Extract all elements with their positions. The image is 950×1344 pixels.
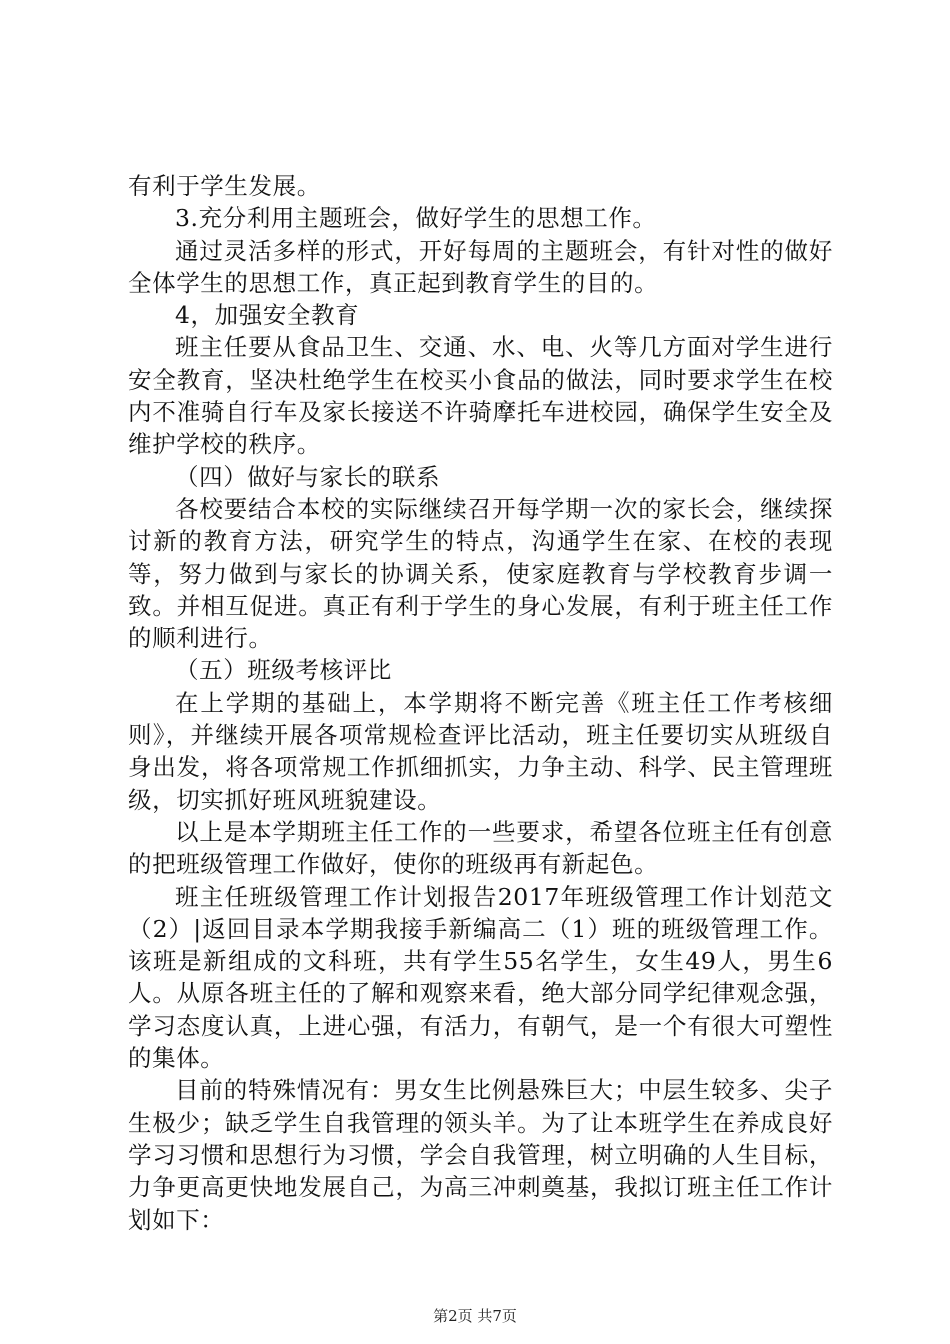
paragraph-continuation: 有利于学生发展。 [128,172,321,200]
section-heading-class-meeting: 3.充分利用主题班会，做好学生的思想工作。 [175,204,657,233]
document-body [128,170,833,1236]
section-heading-parents: （四）做好与家长的联系 [175,462,441,491]
paragraph-parents: 各校要结合本校的实际继续召开每学期一次的家长会，继续探讨新的教育方法，研究学生的特点，沟通学生在家、在校的表现等，努力做到与家长的协调关系，使家庭教育与学校教育步调一致。并相互促进。真正有利于学生的身心发展，有利于班主任工作的顺利进行。 [128,494,833,653]
paragraph-safety: 班主任要从食品卫生、交通、水、电、火等几方面对学生进行安全教育，坚决杜绝学生在校买小食品的做法，同时要求学生在校内不准骑自行车及家长接送不许骑摩托车进校园，确保学生安全及维护学校的秩序。 [128,333,833,459]
paragraph-assessment: 在上学期的基础上，本学期将不断完善《班主任工作考核细则》，并继续开展各项常规检查评比活动，班主任要切实从班级自身出发，将各项常规工作抓细抓实，力争主动、科学、民主管理班级，切实抓好班风班貌建设。 [128,688,833,814]
paragraph-summary: 以上是本学期班主任工作的一些要求，希望各位班主任有创意的把班级管理工作做好，使你的班级再有新起色。 [128,817,833,879]
section-heading-safety: 4，加强安全教育 [175,301,360,330]
page-number: 第2页 共7页 [433,1307,517,1325]
paragraph-plan-intro: 班主任班级管理工作计划报告2017年班级管理工作计划范文（2）|返回目录本学期我接手新编高二（1）班的班级管理工作。该班是新组成的文科班，共有学生55名学生，女生49人，男生6人。从原各班主任的了解和观察来看，绝大部分同学纪律观念强，学习态度认真，上进心强，有活力，有朝气，是一个有很大可塑性的集体。 [128,882,833,1073]
section-heading-assessment: （五）班级考核评比 [175,656,392,685]
page-footer [0,1306,950,1326]
paragraph-special-situation: 目前的特殊情况有：男女生比例悬殊巨大；中层生较多、尖子生极少；缺乏学生自我管理的领头羊。为了让本班学生在养成良好学习习惯和思想行为习惯，学会自我管理，树立明确的人生目标，力争更高更快地发展自己，为高三冲刺奠基，我拟订班主任工作计划如下： [128,1076,833,1234]
paragraph-class-meeting: 通过灵活多样的形式，开好每周的主题班会，有针对性的做好全体学生的思想工作，真正起到教育学生的目的。 [128,236,833,297]
